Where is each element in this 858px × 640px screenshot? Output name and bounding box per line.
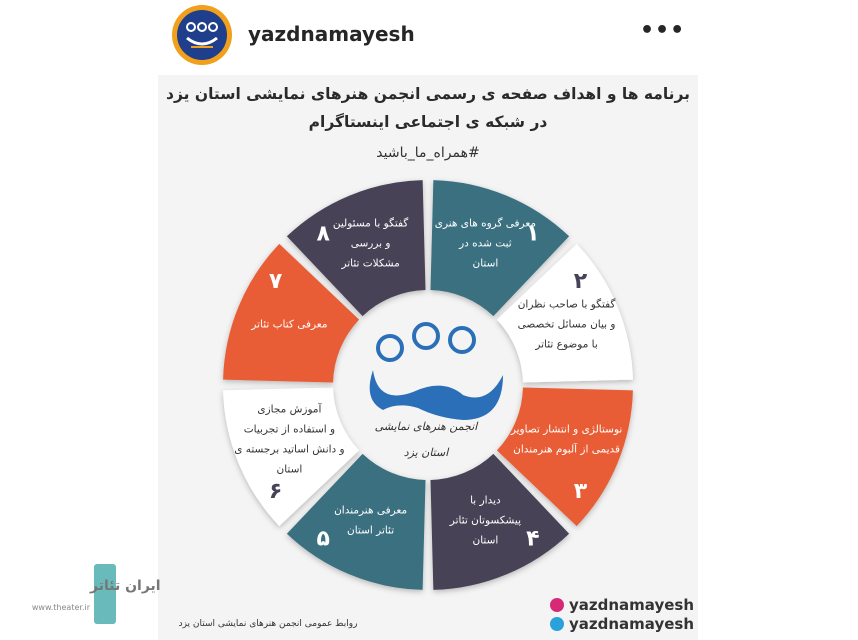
telegram-handle: yazdnamayesh: [569, 615, 695, 633]
segment-1-text: استان: [472, 257, 499, 270]
segment-5-text: معرفی هنرمندان: [334, 504, 408, 517]
infographic-wheel: [158, 170, 698, 640]
segment-5-text: تئاتر استان: [347, 524, 395, 537]
segment-4-text: دیدار با: [470, 494, 501, 507]
segment-5-number: ۵: [316, 526, 330, 552]
watermark-logo: [18, 560, 161, 632]
watermark-emblem-icon: [94, 564, 116, 624]
segment-4-number: ۴: [526, 526, 540, 552]
segment-4-text: استان: [472, 534, 499, 547]
segment-3-number: ۳: [573, 478, 588, 504]
watermark-line1: ایران تئاتر: [90, 578, 161, 594]
post-footer: روابط عمومی انجمن هنرهای نمایشی استان یزد: [178, 619, 358, 629]
center-logo-icon: [370, 324, 503, 420]
instagram-icon: [550, 598, 564, 612]
segment-2-text: با موضوع تئاتر: [535, 338, 598, 351]
segment-8-text: و بررسی: [350, 237, 391, 250]
segment-2-text: و بیان مسائل تخصصی: [517, 318, 616, 331]
segment-6-text: و دانش اساتید برجسته ی: [234, 443, 345, 456]
instagram-handle: yazdnamayesh: [569, 596, 695, 614]
post-header: [0, 0, 858, 70]
post-image: [158, 75, 698, 640]
segment-8-text: گفتگو با مسئولین: [332, 217, 409, 230]
instagram-handle-row[interactable]: [550, 596, 694, 614]
segment-1-text: معرفی گروه های هنری: [434, 217, 537, 230]
post-title-line2: در شبکه ی اجتماعی اینستاگرام: [308, 113, 548, 131]
center-text-line2: استان یزد: [403, 446, 449, 459]
segment-1-number: ۱: [526, 221, 540, 247]
segment-6-number: ۶: [268, 478, 283, 504]
telegram-handle-row[interactable]: [550, 615, 694, 633]
telegram-icon: [550, 617, 564, 631]
segment-2-number: ۲: [573, 269, 588, 295]
segment-6-text: و استفاده از تجربیات: [243, 423, 336, 436]
segment-3-text: قدیمی از آلبوم هنرمندان: [513, 443, 621, 456]
profile-avatar[interactable]: [172, 5, 232, 65]
ellipsis-icon[interactable]: •••: [640, 18, 686, 43]
segment-1-text: ثبت شده در: [459, 237, 512, 250]
segment-8-number: ۸: [316, 221, 330, 247]
segment-7-text: معرفی کتاب تئاتر: [251, 318, 328, 331]
segment-7-number: ۷: [268, 269, 283, 295]
segment-6-text: استان: [276, 463, 303, 476]
center-text-line1: انجمن هنرهای نمایشی: [374, 420, 478, 433]
segment-8-text: مشکلات تئاتر: [341, 257, 400, 270]
segment-6-text: آموزش مجازی: [257, 403, 322, 416]
segment-4-text: پیشکسوتان تئاتر: [449, 514, 522, 527]
watermark-line2: www.theater.ir: [31, 603, 90, 612]
avatar-logo-icon: [177, 10, 227, 60]
segment-2-text: گفتگو با صاحب نظران: [517, 298, 616, 311]
post-title-line1: برنامه ها و اهداف صفحه ی رسمی انجمن هنرهای نمایشی استان یزد: [166, 85, 690, 103]
post-hashtag: #همراه_ما_باشید: [376, 145, 480, 161]
profile-username[interactable]: yazdnamayesh: [248, 22, 415, 46]
segment-3-text: نوستالژی و انتشار تصاویر: [510, 423, 623, 436]
